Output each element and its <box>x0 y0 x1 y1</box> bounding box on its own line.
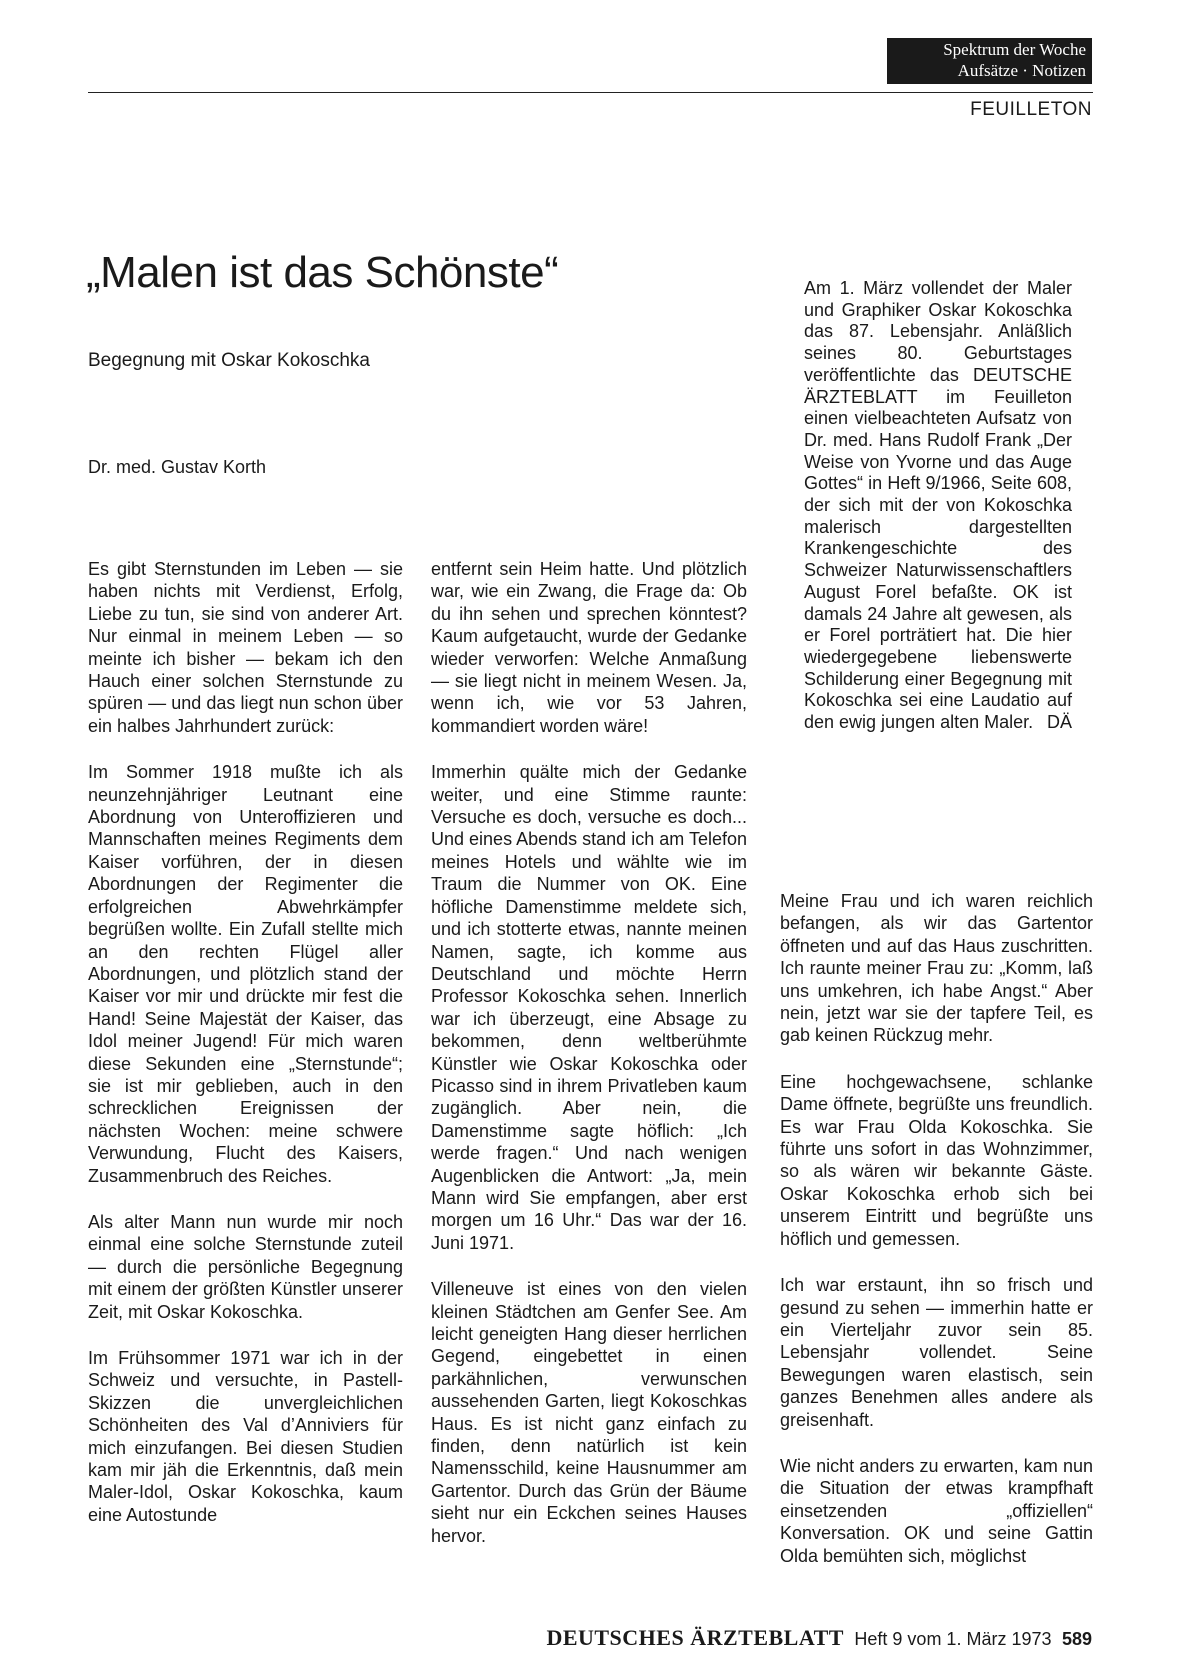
intro-text: Am 1. März vollendet der Maler und Graphiker Oskar Kokoschka das 87. Lebensjahr. Anläßlich seines 80. Geburtstages veröffentlichte das DEUTSCHE ÄRZTEBLATT im Feuilleton einen vielbeachteten Aufsatz von Dr. med. Hans Rudolf Frank „Der Weise von Yvorne und das Auge Gottes“ in Heft 9/1966, Seite 608, der sich mit der von Kokoschka malerisch dargestellten Krankengeschichte des Schweizer Naturwissenschaftlers August Forel befaßte. OK ist damals 24 Jahre alt gewesen, als er Forel porträtiert hat. Die hier wiedergegebene liebenswerte Schilderung einer Begegnung mit Kokoschka sei eine Laudatio auf den ewig jungen alten Maler. <box>804 278 1072 733</box>
badge-line-1: Spektrum der Woche <box>943 40 1086 59</box>
journal-name: DEUTSCHES ÄRZTEBLATT <box>546 1625 844 1650</box>
body-column-1 <box>88 558 403 1550</box>
paragraph: Es gibt Sternstunden im Leben — sie haben nichts mit Verdienst, Erfolg, Liebe zu tun, sie sind von anderer Art. Nur einmal in meinem Leben — so meinte ich bisher — bekam ich den Hauch einer solchen Sternstunde zu spüren — und das liegt nun schon über ein halbes Jahrhundert zurück: <box>88 559 403 736</box>
body-column-2 <box>431 558 747 1571</box>
paragraph: Ich war erstaunt, ihn so frisch und gesund zu sehen — immerhin hatte er ein Vierteljahr zuvor sein 85. Lebensjahr vollendet. Seine Bewegungen waren elastisch, sein ganzes Benehmen alles andere als greisenhaft. <box>780 1275 1093 1430</box>
article-subtitle: Begegnung mit Oskar Kokoschka <box>88 350 370 371</box>
page-number: 589 <box>1061 1629 1092 1649</box>
paragraph: Villeneuve ist eines von den vielen kleinen Städtchen am Genfer See. Am leicht geneigten Hang dieser herrlichen Gegend, eingebettet in einen parkähnlichen, verwunschen aussehenden Garten, liegt Kokoschkas Haus. Es ist nicht ganz einfach zu finden, denn natürlich ist kein Namensschild, keine Hausnummer am Gartentor. Durch das Grün der Bäume sieht nur ein Eckchen seines Hauses hervor. <box>431 1279 747 1546</box>
page-footer <box>0 1625 1092 1651</box>
paragraph: Meine Frau und ich waren reichlich befangen, als wir das Gartentor öffneten und auf das Haus zuschritten. Ich raunte meiner Frau zu: „Komm, laß uns umkehren, ich habe Angst.“ Aber nein, jetzt war sie der tapfere Teil, es gab keinen Rückzug mehr. <box>780 891 1093 1046</box>
header-rule <box>88 92 1093 93</box>
article-title: „Malen ist das Schönste“ <box>86 248 559 297</box>
paragraph: Wie nicht anders zu erwarten, kam nun die Situation der etwas krampfhaft einsetzenden „offiziellen“ Konversation. OK und seine Gattin Olda bemühten sich, möglichst <box>780 1455 1093 1566</box>
paragraph: Eine hochgewachsene, schlanke Dame öffnete, begrüßte uns freundlich. Es war Frau Olda Kokoschka. Sie führte uns sofort in das Wohnzimmer, so als wären wir bekannte Gäste. Oskar Kokoschka erhob sich bei unserem Eintritt und begrüßte uns höflich und gemessen. <box>780 1071 1093 1249</box>
section-label: FEUILLETON <box>970 99 1092 120</box>
paragraph: Im Frühsommer 1971 war ich in der Schweiz und versuchte, in Pastell-Skizzen die unvergleichlichen Schönheiten des Val d’Anniviers für mich einzufangen. Bei diesen Studien kam mir jäh die Erkenntnis, daß mein Maler-Idol, Oskar Kokoschka, kaum eine Autostunde <box>88 1348 403 1525</box>
intro-signature: DÄ <box>1046 712 1072 733</box>
paragraph: Als alter Mann nun wurde mir noch einmal eine solche Sternstunde zuteil — durch die persönliche Begegnung mit einem der größten Künstler unserer Zeit, mit Oskar Kokoschka. <box>88 1211 403 1322</box>
article-author: Dr. med. Gustav Korth <box>88 457 267 477</box>
badge-line-2: Aufsätze · Notizen <box>957 61 1086 80</box>
paragraph: Immerhin quälte mich der Gedanke weiter, und eine Stimme raunte: Versuche es doch, versuche es doch... Und eines Abends stand ich am Telefon meines Hotels und wählte wie im Traum die Nummer von OK. Eine höfliche Damenstimme meldete sich, und ich stotterte etwas, nannte meinen Namen, sagte, ich komme aus Deutschland und möchte Herrn Professor Kokoschka sehen. Innerlich war ich überzeugt, eine Absage zu bekommen, denn weltberühmte Künstler wie Oskar Kokoschka oder Picasso sind in ihrem Privatleben kaum zugänglich. Aber nein, die Damenstimme sagte höflich: „Ich werde fragen.“ Und nach wenigen Augenblicken die Antwort: „Ja, mein Mann wird Sie empfangen, aber erst morgen um 16 Uhr.“ Das war der 16. Juni 1971. <box>431 762 747 1253</box>
paragraph: entfernt sein Heim hatte. Und plötzlich war, wie ein Zwang, die Frage da: Ob du ihn sehen und sprechen könntest? Kaum aufgetaucht, wurde der Gedanke wieder verworfen: Welche Anmaßung — sie liegt nicht in meinem Wesen. Ja, wenn ich, wie vor 53 Jahren, kommandiert worden wäre! <box>431 559 747 736</box>
section-badge <box>887 38 1092 84</box>
issue-info: Heft 9 vom 1. März 1973 <box>854 1629 1052 1649</box>
paragraph: Im Sommer 1918 mußte ich als neunzehnjähriger Leutnant eine Abordnung von Unteroffizieren und Mannschaften meines Regiments dem Kaiser vorführen, der in diesen Abordnungen der Regimenter die erfolgreichen Abwehrkämpfer begrüßen wollte. Ein Zufall stellte mich an den rechten Flügel aller Abordnungen, und plötzlich stand der Kaiser vor mir und drückte mir fest die Hand! Seine Majestät der Kaiser, das Idol meiner Jugend! Für mich waren diese Sekunden eine „Sternstunde“; sie ist mir geblieben, auch in den schrecklichen Ereignissen der nächsten Wochen: meine schwere Verwundung, Flucht des Kaisers, Zusammenbruch des Reiches. <box>88 762 403 1186</box>
body-column-3 <box>780 890 1093 1591</box>
editorial-intro <box>804 278 1072 734</box>
